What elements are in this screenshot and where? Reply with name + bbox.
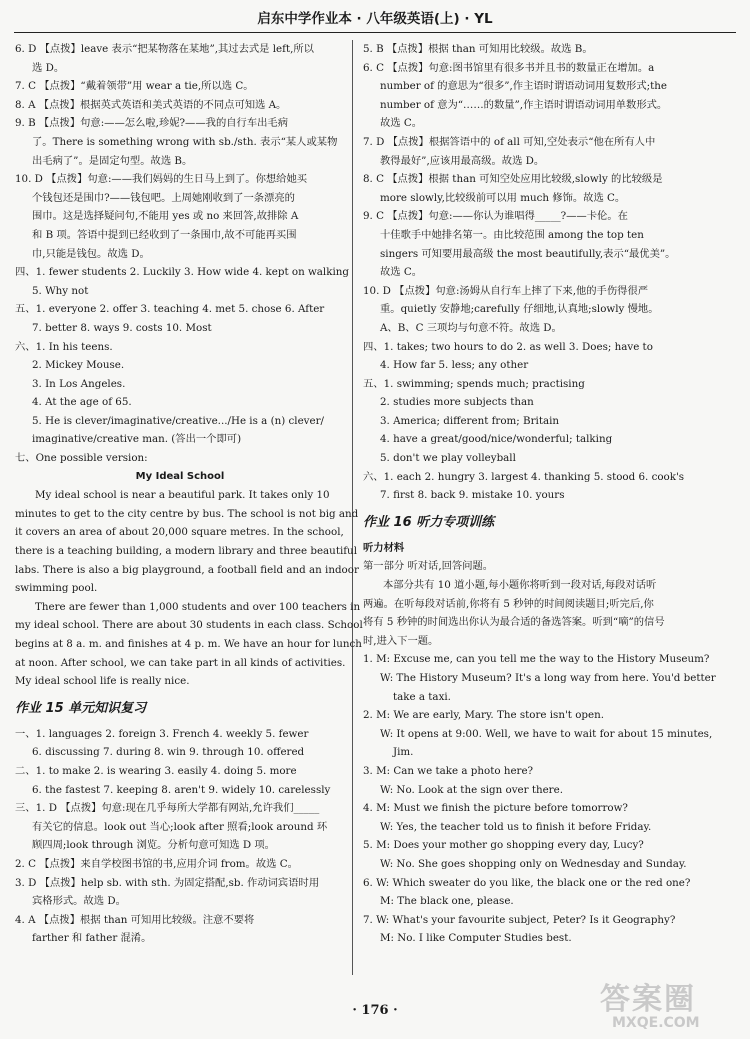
watermark-logo — [600, 982, 730, 1033]
text-line: 4. A 【点拨】根据 than 可知用比较级。注意不要将 — [15, 913, 255, 926]
text-line: begins at 8 a. m. and finishes at 4 p. m. We have an hour for lunch — [15, 638, 362, 650]
text-line: 将有 5 秒钟的时间选出你认为最合适的备选答案。听到“嘀”的信号 — [363, 616, 665, 629]
text-line: W: It opens at 9:00. Well, we have to wait for about 15 minutes, — [380, 727, 713, 740]
text-line: more slowly,比较级前可以用 much 修饰。故选 C。 — [380, 191, 626, 204]
text-line: 7. C 【点拨】“戴着领带”用 wear a tie,所以选 C。 — [15, 80, 254, 93]
text-line: 围巾。这是选择疑问句,不能用 yes 或 no 来回答,故排除 A — [32, 210, 299, 223]
text-line: 本部分共有 10 道小题,每小题你将听到一段对话,每段对话听 — [383, 579, 657, 592]
text-line: 6. W: Which sweater do you like, the black one or the red one? — [363, 876, 691, 889]
text-line: imaginative/creative man. (答出一个即可) — [32, 433, 242, 446]
watermark-text: 答案圈 — [600, 982, 696, 1017]
page-number: · 176 · — [352, 1003, 398, 1018]
text-line: 了。There is something wrong with sb./sth. 表示“某人或某物 — [32, 135, 338, 148]
listening-title: 听力材料 — [363, 541, 405, 554]
answers-block-15 — [15, 725, 345, 948]
text-line: 五、1. swimming; spends much; practising — [363, 377, 585, 390]
text-line: 4. M: Must we finish the picture before tomorrow? — [363, 802, 628, 815]
essay-title: My Ideal School — [135, 470, 225, 482]
text-line: 7. better 8. ways 9. costs 10. Most — [32, 321, 212, 334]
text-line: 6. D 【点拨】leave 表示“把某物落在某地”,其过去式是 left,所以 — [15, 43, 314, 55]
text-line: 第一部分 听对话,回答问题。 — [363, 560, 494, 573]
text-line: 6. the fastest 7. keeping 8. aren't 9. widely 10. carelessly — [32, 783, 331, 796]
text-line: 3. M: Can we take a photo here? — [363, 764, 534, 777]
text-line: 7. D 【点拨】根据答语中的 of all 可知,空处表示“他在所有人中 — [363, 135, 656, 148]
text-line: 二、1. to make 2. is wearing 3. easily 4. doing 5. more — [15, 764, 297, 777]
text-line: 2. M: We are early, Mary. The store isn't open. — [363, 709, 604, 722]
text-line: swimming pool. — [15, 582, 98, 595]
text-line: 和 B 项。答语中提到已经收到了一条围巾,故不可能再买围 — [32, 228, 297, 241]
watermark-url: MXQE.COM — [612, 1015, 700, 1031]
text-line: Jim. — [393, 746, 414, 759]
text-line: W: Yes, the teacher told us to finish it before Friday. — [380, 820, 652, 833]
text-line: 7. W: What's your favourite subject, Peter? Is it Geography? — [363, 913, 676, 926]
text-line: 时,进入下一题。 — [363, 634, 439, 647]
text-line: 4. have a great/good/nice/wonderful; talking — [380, 433, 613, 446]
text-line: 教得最好”,应该用最高级。故选 D。 — [380, 154, 545, 167]
text-line: 六、1. In his teens. — [15, 340, 113, 353]
text-line: W: No. Look at the sign over there. — [380, 783, 563, 796]
text-line: 巾,只能是钱包。故选 D。 — [32, 247, 150, 260]
header-rule — [14, 32, 736, 33]
text-line: M: No. I like Computer Studies best. — [380, 932, 572, 945]
text-line: 个钱包还是围巾?——钱包吧。上周她刚收到了一条漂亮的 — [32, 191, 295, 204]
text-line: A、B、C 三项均与句意不符。故选 D。 — [380, 321, 562, 334]
book-title: 启东中学作业本 · 八年级英语(上) · YL — [257, 11, 493, 27]
text-line: There are fewer than 1,000 students and over 100 teachers in — [35, 600, 361, 613]
text-line: singers 可知要用最高级 the most beautifully,表示“最优美”。 — [380, 247, 676, 260]
text-line: minutes to get to the city centre by bus. The school is not big and — [15, 507, 359, 520]
text-line: 9. C 【点拨】句意:——你认为谁唱得_____?——卡伦。在 — [363, 210, 628, 223]
text-line: 2. studies more subjects than — [380, 396, 534, 409]
text-line: 四、1. takes; two hours to do 2. as well 3. Does; have to — [363, 340, 653, 353]
answers-block-14 — [15, 40, 349, 468]
text-line: 七、One possible version: — [15, 452, 148, 465]
text-line: 2. C 【点拨】来自学校图书馆的书,应用介词 from。故选 C。 — [15, 857, 298, 870]
text-line: 宾格形式。故选 D。 — [32, 895, 126, 908]
text-line: 3. In Los Angeles. — [32, 377, 126, 390]
text-line: 故选 C。 — [380, 266, 423, 279]
text-line: it covers an area of about 20,000 square metres. In the school, — [15, 526, 344, 539]
text-line: 4. At the age of 65. — [32, 396, 132, 409]
essay-paragraph-2 — [15, 598, 363, 691]
text-line: 三、1. D 【点拨】句意:现在几乎每所大学都有网站,允许我们_____ — [15, 802, 320, 815]
answers-block-15-cont — [363, 40, 698, 505]
text-line: W: No. She goes shopping only on Wednesday and Sunday. — [380, 857, 687, 870]
text-line: take a taxi. — [393, 690, 451, 703]
text-line: farther 和 father 混淆。 — [32, 932, 152, 945]
text-line: number of 意为“……的数量”,作主语时谓语动词用单数形式。 — [380, 98, 668, 111]
section-15-heading: 作业 15 单元知识复习 — [15, 700, 147, 716]
text-line: 5. M: Does your mother go shopping every day, Lucy? — [363, 839, 644, 852]
text-line: 5. He is clever/imaginative/creative.../He is a (n) clever/ — [32, 414, 324, 427]
text-line: 出毛病了”。是固定句型。故选 B。 — [32, 154, 193, 167]
text-line: 9. B 【点拨】句意:——怎么啦,珍妮?——我的自行车出毛病 — [15, 117, 289, 130]
text-line: 重。quietly 安静地;carefully 仔细地,认真地;slowly 慢地。 — [380, 303, 659, 316]
text-line: 两遍。在听每段对话前,你将有 5 秒钟的时间阅读题目;听完后,你 — [363, 597, 654, 610]
essay-paragraph-1 — [15, 486, 359, 598]
text-line: 4. How far 5. less; any other — [380, 359, 529, 372]
text-line: 10. D 【点拨】句意:汤姆从自行车上摔了下来,他的手伤得很严 — [363, 284, 649, 297]
text-line: 1. M: Excuse me, can you tell me the way to the History Museum? — [363, 653, 710, 666]
text-line: 6. C 【点拨】句意:图书馆里有很多书并且书的数量正在增加。a — [363, 61, 655, 74]
listening-material — [363, 557, 716, 947]
text-line: my ideal school. There are about 30 students in each class. School — [15, 619, 363, 632]
text-line: 六、1. each 2. hungry 3. largest 4. thanking 5. stood 6. cook's — [363, 470, 685, 483]
page-header — [0, 0, 750, 36]
text-line: My ideal school life is really nice. — [15, 675, 190, 688]
text-line: 3. America; different from; Britain — [380, 414, 560, 427]
text-line: 一、1. languages 2. foreign 3. French 4. weekly 5. fewer — [15, 727, 309, 740]
text-line: at noon. After school, we can take part in all kinds of activities. — [15, 656, 346, 669]
text-line: 7. first 8. back 9. mistake 10. yours — [380, 489, 565, 502]
left-column — [15, 40, 363, 948]
text-line: 五、1. everyone 2. offer 3. teaching 4. met 5. chose 6. After — [15, 303, 325, 316]
text-line: 5. B 【点拨】根据 than 可知用比较级。故选 B。 — [363, 43, 593, 55]
text-line: 6. discussing 7. during 8. win 9. through 10. offered — [32, 746, 305, 759]
text-line: 8. C 【点拨】根据 than 可知空处应用比较级,slowly 的比较级是 — [363, 173, 663, 186]
text-line: 四、1. fewer students 2. Luckily 3. How wide 4. kept on walking — [15, 266, 349, 279]
text-line: 8. A 【点拨】根据英式英语和美式英语的不同点可知选 A。 — [15, 98, 287, 111]
text-line: 顾四周;look through 浏览。分析句意可知选 D 项。 — [32, 839, 275, 852]
text-line: 选 D。 — [32, 61, 65, 74]
text-line: 2. Mickey Mouse. — [32, 359, 125, 372]
text-line: 5. Why not — [32, 284, 89, 297]
text-line: 十佳歌手中她排名第一。由比较范围 among the top ten — [380, 228, 644, 241]
text-line: there is a teaching building, a modern library and three beautiful — [15, 545, 357, 558]
text-line: M: The black one, please. — [380, 895, 514, 908]
section-16-heading: 作业 16 听力专项训练 — [363, 514, 495, 530]
text-line: 3. D 【点拨】help sb. with sth. 为固定搭配,sb. 作动词宾语时用 — [15, 876, 320, 889]
text-line: 有关它的信息。look out 当心;look after 照看;look around 环 — [32, 820, 328, 833]
text-line: My ideal school is near a beautiful park. It takes only 10 — [35, 489, 330, 502]
text-line: 10. D 【点拨】句意:——我们妈妈的生日马上到了。你想给她买 — [15, 173, 308, 186]
text-line: number of 的意思为“很多”,作主语时谓语动词用复数形式;the — [380, 80, 667, 93]
text-line: labs. There is also a big playground, a football field and an indoor — [15, 563, 359, 576]
right-column — [363, 40, 716, 948]
text-line: 故选 C。 — [380, 117, 423, 130]
text-line: W: The History Museum? It's a long way from here. You'd better — [380, 672, 716, 684]
text-line: 5. don't we play volleyball — [380, 452, 516, 465]
